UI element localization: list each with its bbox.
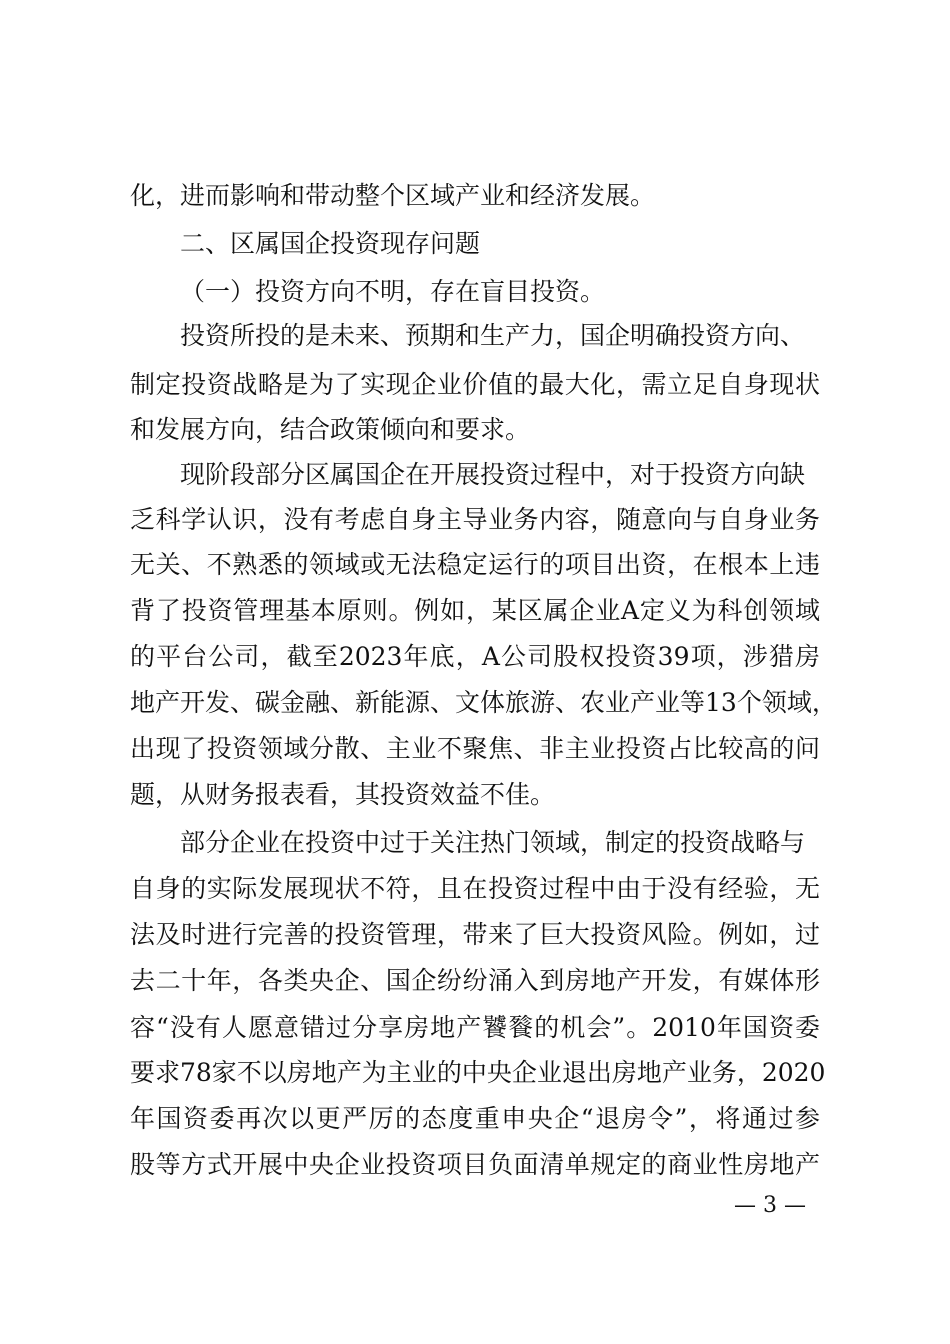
- text-line: 投资所投的是未来、预期和生产力，国企明确投资方向、: [180, 321, 806, 350]
- subsection-heading: （一）投资方向不明，存在盲目投资。: [180, 277, 606, 306]
- page-number: — 3 —: [734, 1193, 806, 1218]
- text-line: 题，从财务报表看，其投资效益不佳。: [130, 780, 556, 809]
- text-line: 股等方式开展中央企业投资项目负面清单规定的商业性房地产: [130, 1150, 820, 1179]
- text-line: 无关、不熟悉的领域或无法稳定运行的项目出资，在根本上违: [130, 550, 820, 579]
- text-line: 部分企业在投资中过于关注热门领域，制定的投资战略与: [180, 828, 806, 857]
- text-line: 自身的实际发展现状不符，且在投资过程中由于没有经验，无: [130, 874, 820, 903]
- text-line: 和发展方向，结合政策倾向和要求。: [130, 415, 531, 444]
- text-line: 的平台公司，截至2023年底，A公司股权投资39项，涉猎房: [130, 642, 820, 671]
- text-line: 去二十年，各类央企、国企纷纷涌入到房地产开发，有媒体形: [130, 966, 820, 995]
- text-line: 背了投资管理基本原则。例如，某区属企业A定义为科创领域: [130, 596, 820, 625]
- text-line: 年国资委再次以更严厉的态度重申央企“退房令”，将通过参: [130, 1104, 820, 1133]
- text-line: 现阶段部分区属国企在开展投资过程中，对于投资方向缺: [180, 460, 806, 489]
- text-line: 要求78家不以房地产为主业的中央企业退出房地产业务，2020: [130, 1058, 826, 1087]
- text-line: 乏科学认识，没有考虑自身主导业务内容，随意向与自身业务: [130, 505, 820, 534]
- text-line: 法及时进行完善的投资管理，带来了巨大投资风险。例如，过: [130, 920, 820, 949]
- text-line: 地产开发、碳金融、新能源、文体旅游、农业产业等13个领域，: [130, 688, 837, 717]
- section-heading: 二、区属国企投资现存问题: [180, 229, 481, 258]
- text-line: 化，进而影响和带动整个区域产业和经济发展。: [130, 181, 656, 210]
- text-line: 出现了投资领域分散、主业不聚焦、非主业投资占比较高的问: [130, 734, 820, 763]
- text-line: 制定投资战略是为了实现企业价值的最大化，需立足自身现状: [130, 370, 820, 399]
- text-line: 容“没有人愿意错过分享房地产饕餮的机会”。2010年国资委: [130, 1013, 820, 1042]
